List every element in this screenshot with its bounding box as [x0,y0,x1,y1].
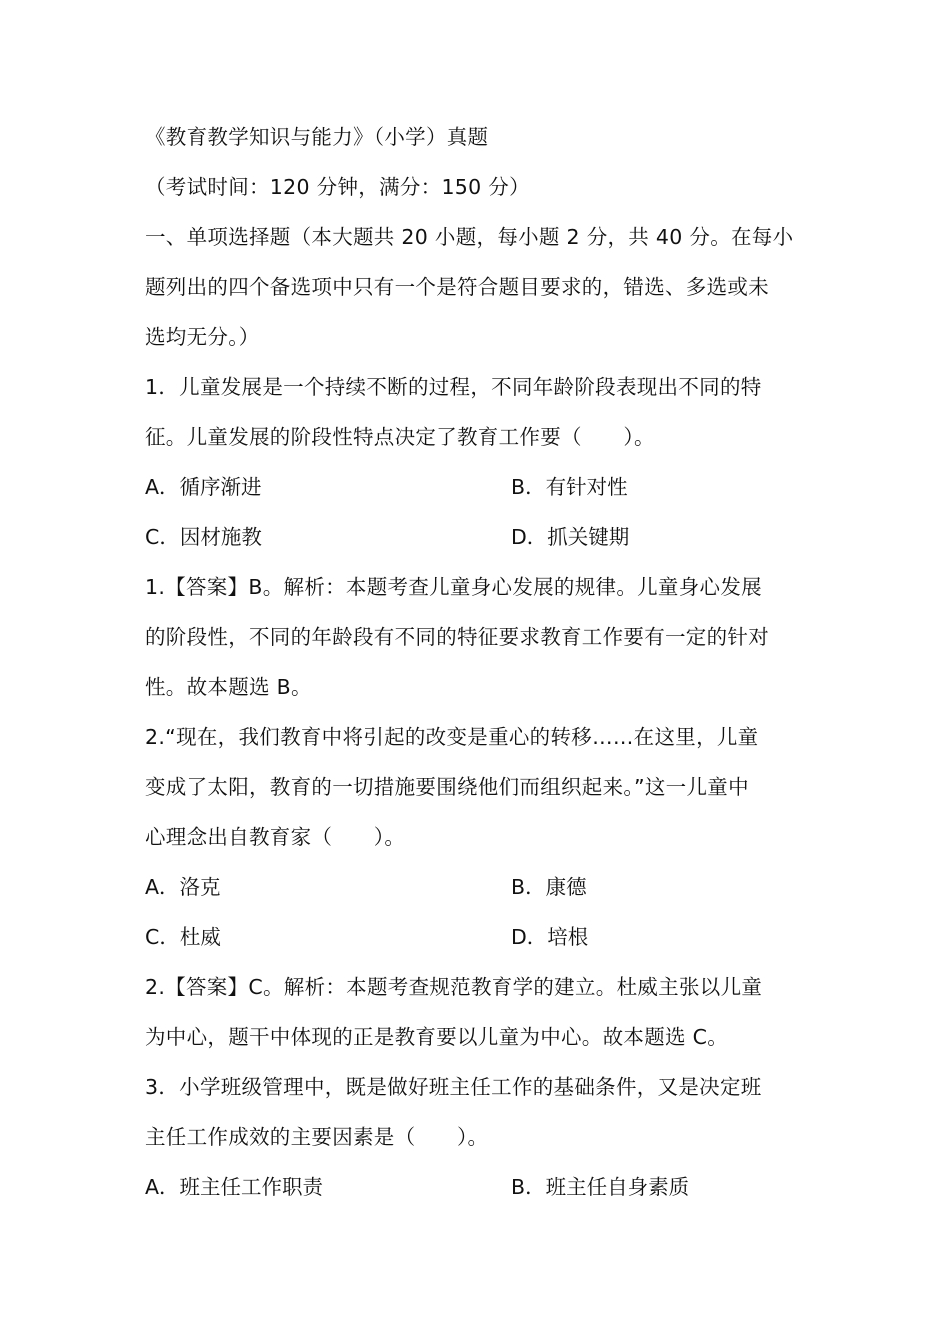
option-c: C．杜威 [145,925,221,949]
question-1-text: 1．儿童发展是一个持续不断的过程，不同年龄阶段表现出不同的特 [145,375,762,399]
option-a: A．班主任工作职责 [145,1175,324,1199]
option-b: B．班主任自身素质 [511,1175,690,1199]
option-b: B．康德 [511,875,587,899]
exam-title: 《教育教学知识与能力》（小学）真题 [145,125,489,149]
question-2-options-row [145,862,815,912]
question-1-options-row [145,462,815,512]
section-heading-line: 题列出的四个备选项中只有一个是符合题目要求的，错选、多选或未 [145,275,769,299]
question-2-answer: 2.【答案】C。解析：本题考查规范教育学的建立。杜威主张以儿童 [145,975,763,999]
question-2-options-row [145,912,815,962]
section-heading-line: 一、单项选择题（本大题共 20 小题，每小题 2 分，共 40 分。在每小 [145,225,794,249]
option-a: A．洛克 [145,875,221,899]
option-c: C．因材施教 [145,525,262,549]
question-1-answer: 性。故本题选 B。 [145,675,312,699]
question-3-text: 3．小学班级管理中，既是做好班主任工作的基础条件，又是决定班 [145,1075,762,1099]
question-1-options-row [145,512,815,562]
question-3-text: 主任工作成效的主要因素是（ ）。 [145,1125,489,1149]
option-a: A．循序渐进 [145,475,262,499]
question-2-answer: 为中心，题干中体现的正是教育要以儿童为中心。故本题选 C。 [145,1025,729,1049]
option-d: D．培根 [511,925,589,949]
section-heading-line: 选均无分。） [145,325,260,349]
question-1-text: 征。儿童发展的阶段性特点决定了教育工作要（ ）。 [145,425,655,449]
question-2-text: 变成了太阳，教育的一切措施要围绕他们而组织起来。”这一儿童中 [145,775,749,799]
option-d: D．抓关键期 [511,525,630,549]
document-page [145,112,815,1212]
question-2-text: 心理念出自教育家（ ）。 [145,825,406,849]
question-2-text: 2.“现在，我们教育中将引起的改变是重心的转移……在这里，儿童 [145,725,759,749]
question-1-answer: 1.【答案】B。解析：本题考查儿童身心发展的规律。儿童身心发展 [145,575,762,599]
exam-info: （考试时间：120 分钟，满分：150 分） [145,175,530,199]
question-1-answer: 的阶段性，不同的年龄段有不同的特征要求教育工作要有一定的针对 [145,625,769,649]
option-b: B．有针对性 [511,475,628,499]
question-3-options-row [145,1162,815,1212]
